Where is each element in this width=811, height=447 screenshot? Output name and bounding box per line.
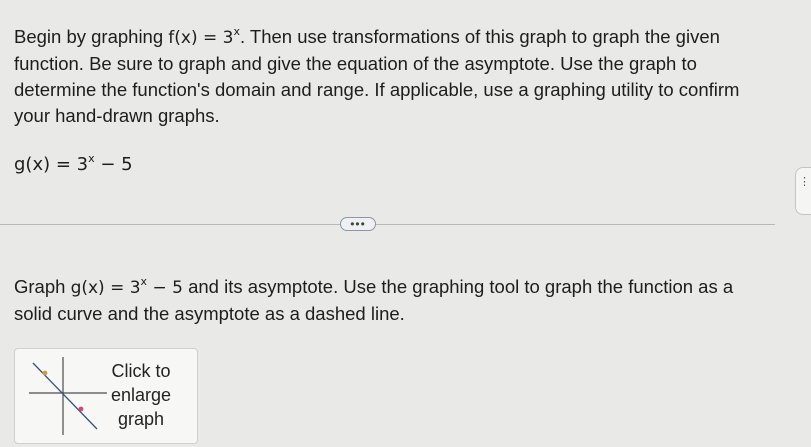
question-text xyxy=(14,24,774,129)
question-rest: . Then use transformations of this graph to graph the given function. Be sure to graph and give the equation of the asymptote. Use the graph to determine the function's domain and range. If applicable, use a graphing utility to confirm your hand-drawn graphs. xyxy=(14,26,740,126)
g-prefix: g(x) = 3 xyxy=(70,278,141,298)
enlarge-label-line-1: Click to xyxy=(111,361,171,381)
enlarge-graph-thumbnail[interactable] xyxy=(14,348,198,444)
f-name: f(x) = 3 xyxy=(168,28,234,48)
graph-instruction xyxy=(14,274,774,327)
f-exponent: x xyxy=(233,25,240,38)
equation-prefix: g(x) = 3 xyxy=(14,154,89,175)
enlarge-label-line-2: enlarge xyxy=(110,385,172,405)
f-function xyxy=(168,25,240,48)
mini-graph-point-2 xyxy=(79,407,84,412)
g-function xyxy=(70,275,183,298)
enlarge-label xyxy=(101,359,181,431)
enlarge-label-line-3: graph xyxy=(117,409,165,429)
instruction-rest: and its asymptote. Use the graphing tool to graph the function as a solid curve and the asymptote as a dashed line. xyxy=(14,276,734,324)
side-panel-handle[interactable] xyxy=(795,167,811,215)
mini-graph-point-1 xyxy=(43,371,48,376)
instruction-intro: Graph xyxy=(14,276,71,297)
equation-suffix: − 5 xyxy=(94,154,133,175)
question-intro: Begin by graphing xyxy=(14,26,169,47)
more-options-button[interactable]: ••• xyxy=(340,217,376,231)
g-exponent: x xyxy=(140,275,148,288)
g-suffix: − 5 xyxy=(147,278,183,298)
side-handle-icon: ⋮ xyxy=(799,176,810,188)
given-equation xyxy=(14,154,133,175)
section-divider xyxy=(0,224,775,225)
equation-exponent: x xyxy=(88,152,95,165)
mini-graph-line xyxy=(33,363,97,429)
